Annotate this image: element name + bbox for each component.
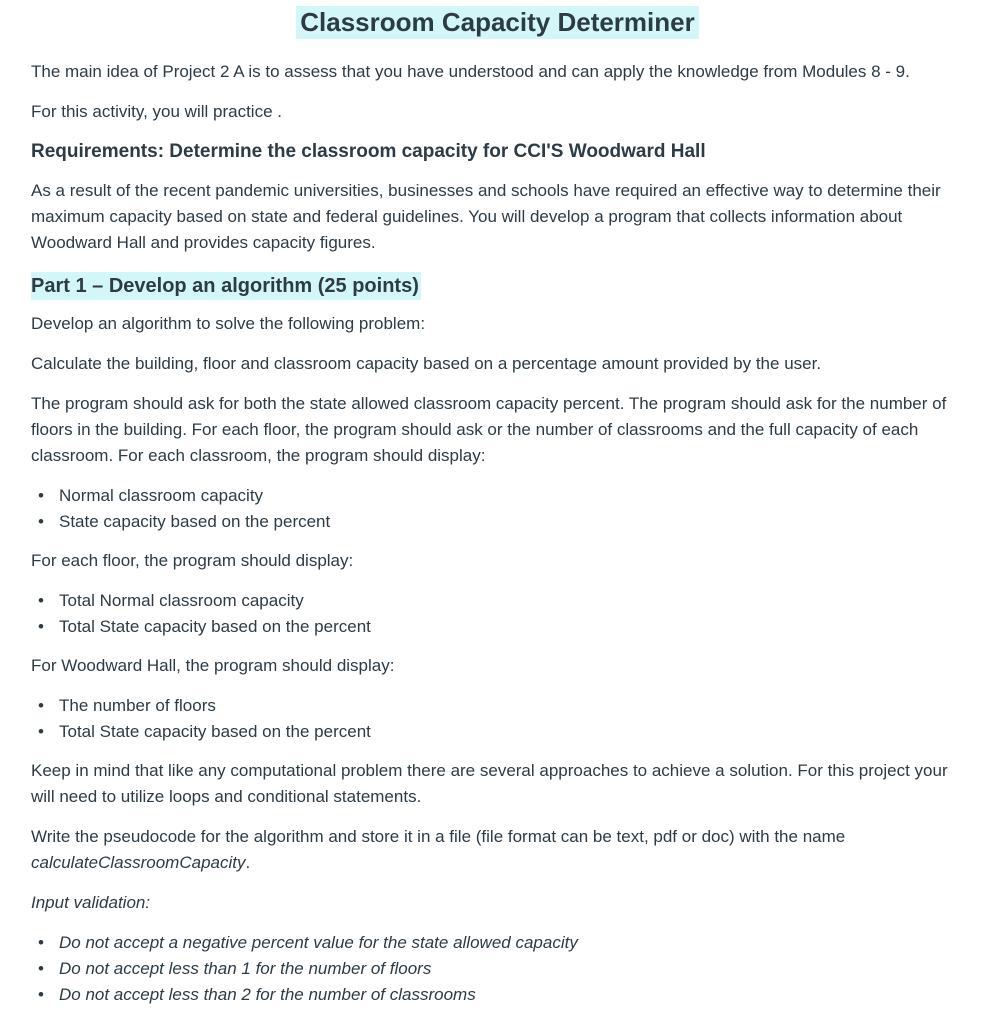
bullet-icon: • bbox=[38, 933, 44, 952]
hall-display-list bbox=[31, 693, 964, 745]
develop-paragraph: Develop an algorithm to solve the following problem: bbox=[31, 314, 426, 333]
list-item: • Do not accept less than 1 for the number of floors bbox=[59, 956, 964, 982]
bullet-icon: • bbox=[38, 617, 44, 636]
validation-list bbox=[31, 930, 964, 1008]
part1-heading: Part 1 – Develop an algorithm (25 points) bbox=[31, 272, 421, 300]
filename-text: calculateClassroomCapacity bbox=[31, 853, 246, 872]
pseudocode-paragraph bbox=[31, 824, 964, 876]
page-title: Classroom Capacity Determiner bbox=[296, 6, 698, 39]
bullet-icon: • bbox=[38, 696, 44, 715]
list-item: • The number of floors bbox=[59, 693, 964, 719]
hall-intro-paragraph: For Woodward Hall, the program should display: bbox=[31, 656, 395, 675]
floor-intro-paragraph: For each floor, the program should display: bbox=[31, 551, 354, 570]
background-paragraph: As a result of the recent pandemic universities, businesses and schools have required an effective way to determine their maximum capacity based on state and federal guidelines. You will develop a program that collects information about Woodward Hall and provides capacity figures. bbox=[31, 181, 941, 252]
list-item: • Do not accept a negative percent value for the state allowed capacity bbox=[59, 930, 964, 956]
list-item: • Total State capacity based on the percent bbox=[59, 614, 964, 640]
filename-suffix: . bbox=[245, 853, 251, 872]
bullet-icon: • bbox=[38, 591, 44, 610]
requirements-heading: Requirements: Determine the classroom capacity for CCI'S Woodward Hall bbox=[31, 141, 706, 162]
input-validation-label: Input validation: bbox=[31, 893, 151, 912]
program-description-paragraph: The program should ask for both the state allowed classroom capacity percent. The program should ask for the number of floors in the building. For each floor, the program should ask or the number of classrooms and the full capacity of each classroom. For each classroom, the program should display: bbox=[31, 394, 947, 465]
part1-heading-wrap bbox=[31, 270, 964, 311]
bullet-icon: • bbox=[38, 722, 44, 741]
pseudocode-text: Write the pseudocode for the algorithm and store it in a file (file format can be text, pdf or doc) with the name bbox=[31, 827, 846, 846]
main-idea-paragraph: The main idea of Project 2 A is to assess that you have understood and can apply the knowledge from Modules 8 - 9. bbox=[31, 62, 910, 81]
list-item: • Normal classroom capacity bbox=[59, 483, 964, 509]
bullet-icon: • bbox=[38, 512, 44, 531]
bullet-icon: • bbox=[38, 486, 44, 505]
list-item: • Total Normal classroom capacity bbox=[59, 588, 964, 614]
calculate-paragraph: Calculate the building, floor and classroom capacity based on a percentage amount provided by the user. bbox=[31, 354, 822, 373]
bullet-icon: • bbox=[38, 959, 44, 978]
list-item: • Do not accept less than 2 for the number of classrooms bbox=[59, 982, 964, 1008]
floor-display-list bbox=[31, 588, 964, 640]
list-item: • Total State capacity based on the percent bbox=[59, 719, 964, 745]
classroom-display-list bbox=[31, 483, 964, 535]
bullet-icon: • bbox=[38, 985, 44, 1004]
practice-paragraph: For this activity, you will practice . bbox=[31, 102, 282, 121]
keep-in-mind-paragraph: Keep in mind that like any computational problem there are several approaches to achieve a solution. For this project your will need to utilize loops and conditional statements. bbox=[31, 761, 948, 806]
title-wrap bbox=[31, 0, 964, 42]
list-item: • State capacity based on the percent bbox=[59, 509, 964, 535]
